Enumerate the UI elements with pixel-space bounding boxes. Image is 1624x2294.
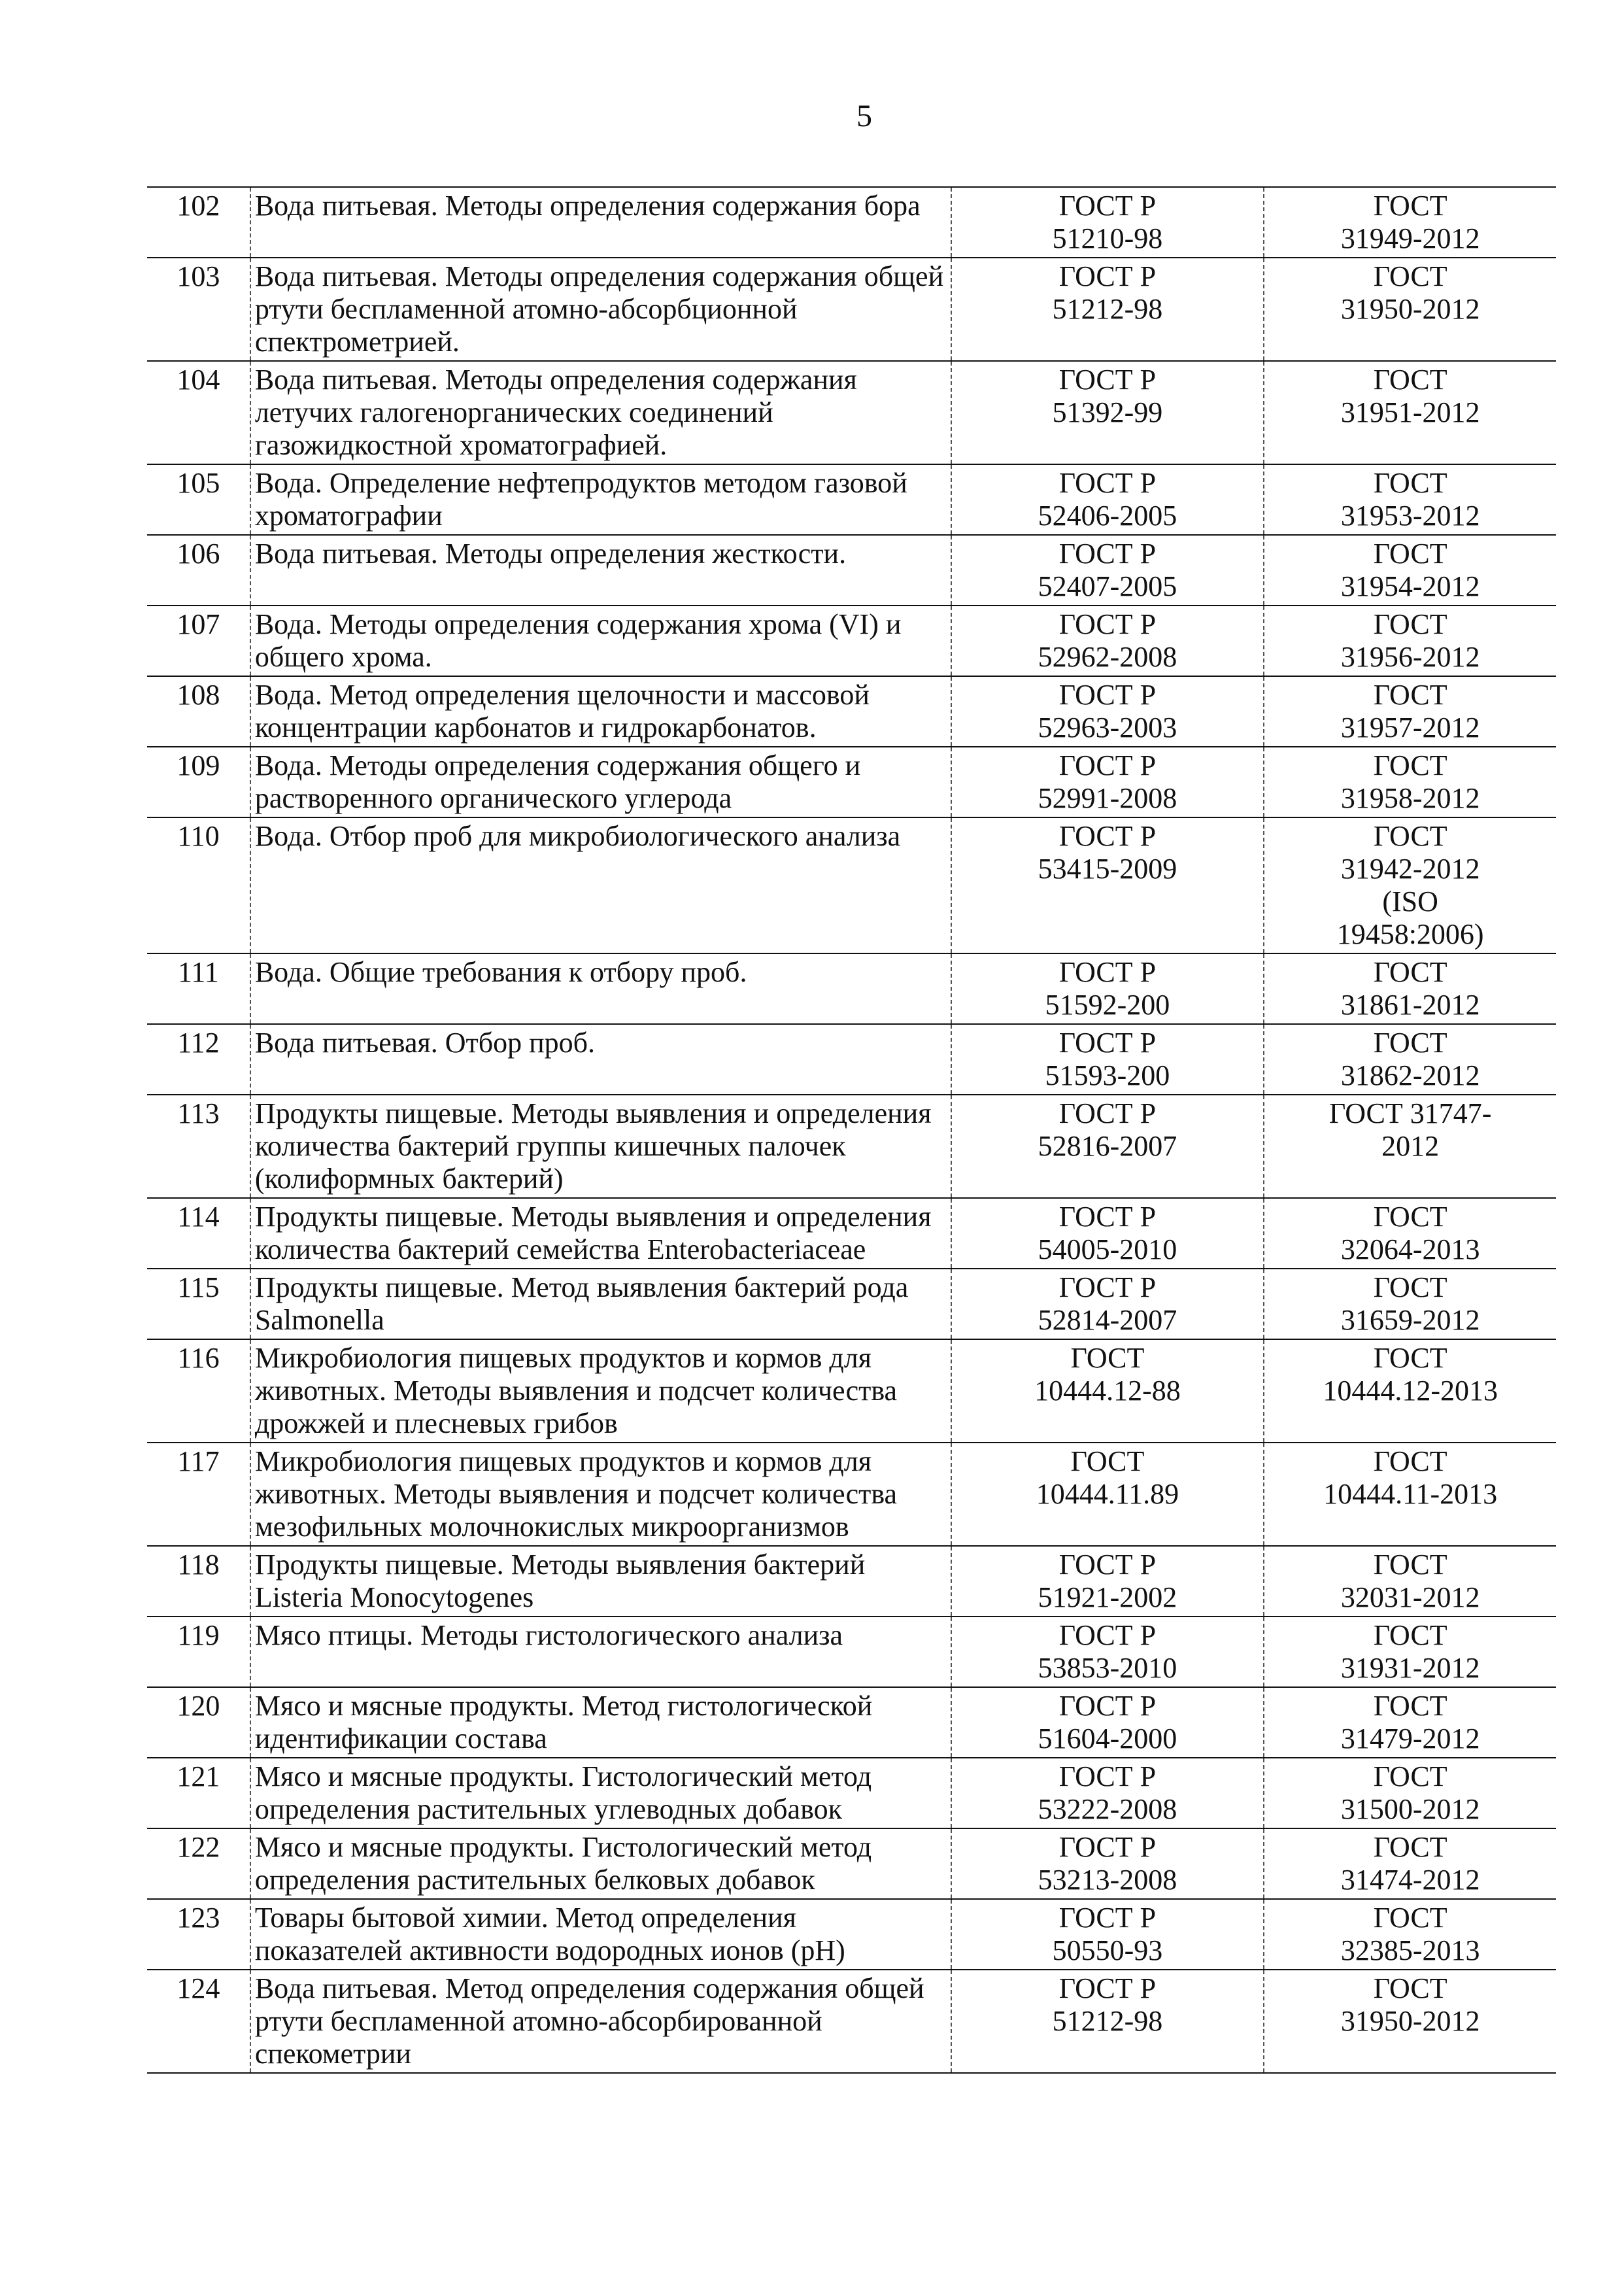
code-line: ГОСТ: [1373, 679, 1447, 711]
code-line: ГОСТ: [1373, 1972, 1447, 2004]
code-line: ГОСТ: [1373, 1549, 1447, 1581]
row-number: 108: [147, 676, 250, 747]
new-standard-code: [1264, 1095, 1556, 1198]
code-line: 10444.11.89: [1036, 1478, 1179, 1510]
standard-title: Вода. Определение нефтепродуктов методом газовой хроматографии: [250, 464, 951, 535]
table-row: [147, 747, 1556, 817]
code-line: 53415-2009: [1038, 853, 1177, 885]
code-line: 32385-2013: [1340, 1934, 1480, 1966]
standard-title: Микробиология пищевых продуктов и кормов для животных. Методы выявления и подсчет количества дрожжей и плесневых грибов: [250, 1339, 951, 1443]
code-line: 10444.12-88: [1034, 1375, 1181, 1407]
old-standard-code: [951, 953, 1264, 1024]
row-number: 106: [147, 535, 250, 606]
code-line: 31950-2012: [1340, 293, 1480, 325]
new-standard-code: [1264, 187, 1556, 258]
standard-title: Вода питьевая. Метод определения содержания общей ртути беспламенной атомно-абсорбированной спекометрии: [250, 1970, 951, 2073]
table-row: [147, 1339, 1556, 1443]
code-line: ГОСТ: [1373, 1902, 1447, 1934]
code-line: 32031-2012: [1340, 1581, 1480, 1613]
new-standard-code: [1264, 535, 1556, 606]
code-line: ГОСТ Р: [1058, 467, 1157, 499]
new-standard-code: [1264, 1970, 1556, 2073]
code-line: 19458:2006): [1336, 918, 1484, 950]
new-standard-code: [1264, 1269, 1556, 1339]
old-standard-code: [951, 817, 1264, 953]
code-line: ГОСТ Р: [1058, 260, 1157, 292]
table-row: [147, 535, 1556, 606]
code-line: ГОСТ: [1070, 1342, 1145, 1374]
standard-title: Вода питьевая. Методы определения содержания летучих галогенорганических соединений газожидкостной хроматографией.: [250, 361, 951, 464]
code-line: 31950-2012: [1340, 2005, 1480, 2037]
code-line: 31953-2012: [1340, 500, 1480, 532]
code-line: 50550-93: [1052, 1934, 1163, 1966]
table-row: [147, 1024, 1556, 1095]
row-number: 119: [147, 1617, 250, 1687]
code-line: ГОСТ Р: [1058, 1760, 1157, 1792]
row-number: 112: [147, 1024, 250, 1095]
code-line: 31500-2012: [1340, 1793, 1480, 1825]
standard-title: Мясо и мясные продукты. Гистологический метод определения растительных углеводных добавок: [250, 1758, 951, 1828]
code-line: ГОСТ: [1373, 1271, 1447, 1303]
code-line: ГОСТ: [1373, 956, 1447, 988]
code-line: ГОСТ Р: [1058, 1097, 1157, 1129]
code-line: 52814-2007: [1038, 1304, 1177, 1336]
new-standard-code: [1264, 1687, 1556, 1758]
standard-title: Вода питьевая. Отбор проб.: [250, 1024, 951, 1095]
row-number: 121: [147, 1758, 250, 1828]
old-standard-code: [951, 676, 1264, 747]
code-line: 31474-2012: [1340, 1864, 1480, 1896]
standard-title: Вода питьевая. Методы определения содержания бора: [250, 187, 951, 258]
row-number: 110: [147, 817, 250, 953]
code-line: 51212-98: [1052, 293, 1163, 325]
code-line: 51592-200: [1045, 989, 1170, 1021]
old-standard-code: [951, 1828, 1264, 1899]
code-line: ГОСТ: [1373, 1342, 1447, 1374]
new-standard-code: [1264, 676, 1556, 747]
standard-title: Мясо птицы. Методы гистологического анализа: [250, 1617, 951, 1687]
code-line: ГОСТ: [1373, 1027, 1447, 1059]
table-row: [147, 361, 1556, 464]
row-number: 116: [147, 1339, 250, 1443]
new-standard-code: [1264, 953, 1556, 1024]
code-line: 51921-2002: [1038, 1581, 1177, 1613]
code-line: ГОСТ: [1070, 1445, 1145, 1477]
old-standard-code: [951, 1024, 1264, 1095]
standard-title: Мясо и мясные продукты. Гистологический метод определения растительных белковых добавок: [250, 1828, 951, 1899]
code-line: ГОСТ Р: [1058, 1690, 1157, 1722]
old-standard-code: [951, 1443, 1264, 1546]
standard-title: Вода. Методы определения содержания хрома (VI) и общего хрома.: [250, 606, 951, 676]
old-standard-code: [951, 1617, 1264, 1687]
row-number: 109: [147, 747, 250, 817]
code-line: 51604-2000: [1038, 1722, 1177, 1755]
row-number: 115: [147, 1269, 250, 1339]
row-number: 103: [147, 258, 250, 361]
code-line: 31659-2012: [1340, 1304, 1480, 1336]
new-standard-code: [1264, 258, 1556, 361]
code-line: 54005-2010: [1038, 1233, 1177, 1265]
new-standard-code: [1264, 1617, 1556, 1687]
code-line: 31942-2012: [1340, 853, 1480, 885]
code-line: 31949-2012: [1340, 222, 1480, 254]
code-line: 31954-2012: [1340, 570, 1480, 602]
code-line: ГОСТ: [1373, 364, 1447, 396]
new-standard-code: [1264, 1024, 1556, 1095]
code-line: 31957-2012: [1340, 711, 1480, 744]
code-line: ГОСТ Р: [1058, 1201, 1157, 1233]
row-number: 113: [147, 1095, 250, 1198]
table-row: [147, 1095, 1556, 1198]
code-line: ГОСТ Р: [1058, 190, 1157, 222]
standard-title: Продукты пищевые. Методы выявления бактерий Listeria Monocytogenes: [250, 1546, 951, 1617]
row-number: 122: [147, 1828, 250, 1899]
old-standard-code: [951, 1899, 1264, 1970]
code-line: ГОСТ Р: [1058, 679, 1157, 711]
old-standard-code: [951, 464, 1264, 535]
code-line: ГОСТ Р: [1058, 1549, 1157, 1581]
standard-title: Продукты пищевые. Методы выявления и определения количества бактерий семейства Enterobacteriaceae: [250, 1198, 951, 1269]
old-standard-code: [951, 535, 1264, 606]
row-number: 120: [147, 1687, 250, 1758]
code-line: 10444.11-2013: [1323, 1478, 1498, 1510]
code-line: ГОСТ 31747-: [1328, 1097, 1492, 1129]
standard-title: Мясо и мясные продукты. Метод гистологической идентификации состава: [250, 1687, 951, 1758]
row-number: 104: [147, 361, 250, 464]
standard-title: Продукты пищевые. Методы выявления и определения количества бактерий группы кишечных палочек (колиформных бактерий): [250, 1095, 951, 1198]
table-row: [147, 1970, 1556, 2073]
standard-title: Вода. Общие требования к отбору проб.: [250, 953, 951, 1024]
code-line: ГОСТ: [1373, 1690, 1447, 1722]
code-line: 31931-2012: [1340, 1652, 1480, 1684]
code-line: 52406-2005: [1038, 500, 1177, 532]
code-line: ГОСТ Р: [1058, 820, 1157, 852]
standard-title: Товары бытовой химии. Метод определения показателей активности водородных ионов (pH): [250, 1899, 951, 1970]
old-standard-code: [951, 258, 1264, 361]
standard-title: Продукты пищевые. Метод выявления бактерий рода Salmonella: [250, 1269, 951, 1339]
old-standard-code: [951, 1687, 1264, 1758]
table-row: [147, 1617, 1556, 1687]
new-standard-code: [1264, 1899, 1556, 1970]
table-row: [147, 1443, 1556, 1546]
new-standard-code: [1264, 817, 1556, 953]
code-line: 31479-2012: [1340, 1722, 1480, 1755]
table-row: [147, 187, 1556, 258]
row-number: 107: [147, 606, 250, 676]
table-row: [147, 606, 1556, 676]
standard-title: Вода. Отбор проб для микробиологического анализа: [250, 817, 951, 953]
code-line: 31958-2012: [1340, 782, 1480, 814]
code-line: ГОСТ: [1373, 190, 1447, 222]
table-row: [147, 258, 1556, 361]
code-line: 52963-2003: [1038, 711, 1177, 744]
code-line: 10444.12-2013: [1323, 1375, 1498, 1407]
code-line: ГОСТ: [1373, 260, 1447, 292]
code-line: ГОСТ: [1373, 1445, 1447, 1477]
table-row: [147, 464, 1556, 535]
table-row: [147, 1828, 1556, 1899]
row-number: 117: [147, 1443, 250, 1546]
old-standard-code: [951, 1339, 1264, 1443]
row-number: 123: [147, 1899, 250, 1970]
code-line: 52991-2008: [1038, 782, 1177, 814]
page-number: 5: [856, 99, 872, 133]
new-standard-code: [1264, 1758, 1556, 1828]
old-standard-code: [951, 187, 1264, 258]
row-number: 118: [147, 1546, 250, 1617]
old-standard-code: [951, 1970, 1264, 2073]
new-standard-code: [1264, 747, 1556, 817]
old-standard-code: [951, 1546, 1264, 1617]
code-line: ГОСТ: [1373, 608, 1447, 640]
code-line: ГОСТ: [1373, 1760, 1447, 1792]
code-line: ГОСТ: [1373, 538, 1447, 570]
code-line: 51593-200: [1045, 1059, 1170, 1091]
code-line: 2012: [1381, 1130, 1440, 1162]
table-row: [147, 1269, 1556, 1339]
standard-title: Вода питьевая. Методы определения жесткости.: [250, 535, 951, 606]
table-row: [147, 1198, 1556, 1269]
code-line: 53213-2008: [1038, 1864, 1177, 1896]
old-standard-code: [951, 606, 1264, 676]
old-standard-code: [951, 1758, 1264, 1828]
row-number: 114: [147, 1198, 250, 1269]
standards-table-body: [147, 187, 1556, 2073]
code-line: 51210-98: [1052, 222, 1163, 254]
standard-title: Вода. Методы определения содержания общего и растворенного органического углерода: [250, 747, 951, 817]
code-line: 53222-2008: [1038, 1793, 1177, 1825]
table-row: [147, 1758, 1556, 1828]
table-row: [147, 676, 1556, 747]
standard-title: Вода. Метод определения щелочности и массовой концентрации карбонатов и гидрокарбонатов.: [250, 676, 951, 747]
new-standard-code: [1264, 1198, 1556, 1269]
code-line: 31951-2012: [1340, 396, 1480, 428]
row-number: 102: [147, 187, 250, 258]
code-line: ГОСТ Р: [1058, 1619, 1157, 1651]
code-line: ГОСТ: [1373, 1201, 1447, 1233]
code-line: ГОСТ: [1373, 820, 1447, 852]
code-line: ГОСТ Р: [1058, 364, 1157, 396]
old-standard-code: [951, 1095, 1264, 1198]
table-row: [147, 1687, 1556, 1758]
code-line: ГОСТ: [1373, 749, 1447, 781]
code-line: ГОСТ Р: [1058, 1271, 1157, 1303]
new-standard-code: [1264, 606, 1556, 676]
code-line: ГОСТ: [1373, 1619, 1447, 1651]
code-line: (ISO: [1382, 885, 1438, 917]
new-standard-code: [1264, 464, 1556, 535]
table-row: [147, 1899, 1556, 1970]
code-line: ГОСТ Р: [1058, 1027, 1157, 1059]
code-line: 51212-98: [1052, 2005, 1163, 2037]
standard-title: Вода питьевая. Методы определения содержания общей ртути беспламенной атомно-абсорбционной спектрометрией.: [250, 258, 951, 361]
code-line: ГОСТ Р: [1058, 538, 1157, 570]
code-line: ГОСТ: [1373, 467, 1447, 499]
code-line: ГОСТ Р: [1058, 608, 1157, 640]
standards-table: [147, 186, 1556, 2074]
code-line: ГОСТ Р: [1058, 1902, 1157, 1934]
table-row: [147, 1546, 1556, 1617]
old-standard-code: [951, 361, 1264, 464]
new-standard-code: [1264, 1443, 1556, 1546]
table-row: [147, 817, 1556, 953]
new-standard-code: [1264, 1339, 1556, 1443]
code-line: 52407-2005: [1038, 570, 1177, 602]
new-standard-code: [1264, 1546, 1556, 1617]
old-standard-code: [951, 1269, 1264, 1339]
row-number: 105: [147, 464, 250, 535]
row-number: 111: [147, 953, 250, 1024]
code-line: 52962-2008: [1038, 641, 1177, 673]
table-row: [147, 953, 1556, 1024]
code-line: 31956-2012: [1340, 641, 1480, 673]
old-standard-code: [951, 1198, 1264, 1269]
code-line: ГОСТ Р: [1058, 749, 1157, 781]
code-line: 32064-2013: [1340, 1233, 1480, 1265]
code-line: 53853-2010: [1038, 1652, 1177, 1684]
new-standard-code: [1264, 361, 1556, 464]
old-standard-code: [951, 747, 1264, 817]
row-number: 124: [147, 1970, 250, 2073]
code-line: 52816-2007: [1038, 1130, 1177, 1162]
code-line: 51392-99: [1052, 396, 1163, 428]
new-standard-code: [1264, 1828, 1556, 1899]
code-line: 31862-2012: [1340, 1059, 1480, 1091]
code-line: ГОСТ: [1373, 1831, 1447, 1863]
code-line: ГОСТ Р: [1058, 1972, 1157, 2004]
standard-title: Микробиология пищевых продуктов и кормов для животных. Методы выявления и подсчет количества мезофильных молочнокислых микроорганизмов: [250, 1443, 951, 1546]
code-line: ГОСТ Р: [1058, 1831, 1157, 1863]
code-line: ГОСТ Р: [1058, 956, 1157, 988]
code-line: 31861-2012: [1340, 989, 1480, 1021]
